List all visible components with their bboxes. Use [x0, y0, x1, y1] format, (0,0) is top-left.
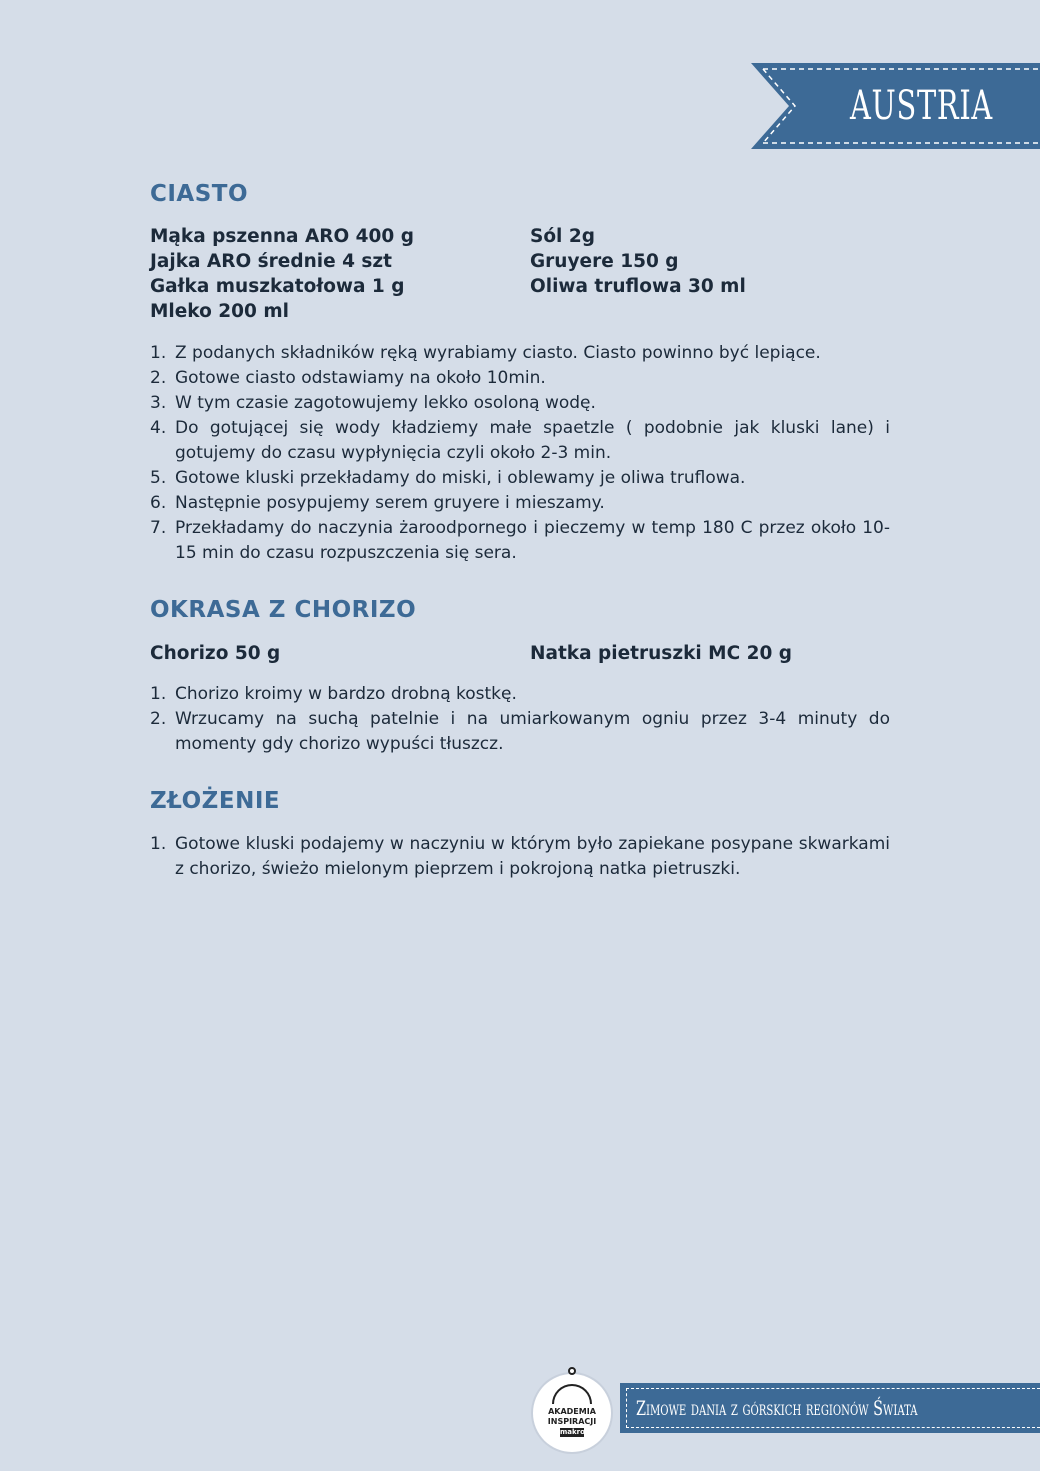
ingredients-column-right — [530, 641, 792, 666]
cloche-knob-icon — [568, 1367, 576, 1375]
ingredients-column-left — [150, 224, 414, 324]
step-item: 5. Gotowe kluski przekładamy do miski, i oblewamy je oliwa truflowa. — [150, 466, 890, 491]
steps-okrasa — [150, 682, 890, 757]
step-item: 6. Następnie posypujemy serem gruyere i mieszamy. — [150, 491, 890, 516]
step-number: 7. — [150, 518, 167, 538]
step-item: 3. W tym czasie zagotowujemy lekko osoloną wodę. — [150, 391, 890, 416]
step-number: 2. — [150, 709, 167, 729]
ingredient-item: Oliwa truflowa 30 ml — [530, 276, 746, 297]
step-item: 7. Przekładamy do naczynia żaroodpornego i pieczemy w temp 180 C przez około 10-15 min do czasu rozpuszczenia się sera. — [150, 518, 890, 563]
country-banner — [751, 63, 1040, 149]
step-number: 4. — [150, 418, 167, 438]
logo-text-line1: AKADEMIA — [548, 1407, 596, 1416]
country-title: AUSTRIA — [850, 83, 993, 129]
step-number: 5. — [150, 468, 167, 488]
steps-ciasto — [150, 341, 890, 566]
footer-tagline: Zimowe dania z górskich regionów Świata — [636, 1396, 918, 1420]
step-item: 4. Do gotującej się wody kładziemy małe spaetzle ( podobnie jak kluski lane) i gotujemy do czasu wypłynięcia czyli około 2-3 min. — [150, 418, 890, 463]
step-number: 1. — [150, 343, 167, 363]
step-number: 2. — [150, 368, 167, 388]
ingredient-item: Chorizo 50 g — [150, 643, 281, 664]
step-item: 2. Wrzucamy na suchą patelnie i na umiarkowanym ogniu przez 3-4 minuty do momenty gdy chorizo wypuści tłuszcz. — [150, 709, 890, 754]
akademia-inspiracji-logo — [533, 1366, 611, 1452]
section-title-okrasa: OKRASA Z CHORIZO — [150, 597, 417, 623]
step-item: 1. Gotowe kluski podajemy w naczyniu w którym było zapiekane posypane skwarkami z chorizo, świeżo mielonym pieprzem i pokrojoną natka pietruszki. — [150, 834, 890, 879]
logo-text-line3: makro — [560, 1428, 585, 1436]
step-number: 3. — [150, 393, 167, 413]
steps-zlozenie — [150, 832, 890, 882]
ingredient-item: Mleko 200 ml — [150, 301, 289, 322]
ingredient-item: Sól 2g — [530, 226, 595, 247]
ingredient-item: Mąka pszenna ARO 400 g — [150, 226, 414, 247]
step-item: 2. Gotowe ciasto odstawiamy na około 10min. — [150, 366, 890, 391]
ingredient-item: Gruyere 150 g — [530, 251, 679, 272]
section-title-ciasto: CIASTO — [150, 181, 249, 207]
ingredients-column-right — [530, 224, 746, 299]
ingredient-item: Jajka ARO średnie 4 szt — [150, 251, 393, 272]
ingredient-item: Natka pietruszki MC 20 g — [530, 643, 793, 664]
ingredient-item: Gałka muszkatołowa 1 g — [150, 276, 405, 297]
ingredients-column-left — [150, 641, 280, 666]
step-number: 1. — [150, 684, 167, 704]
logo-text-line2: INSPIRACJI — [547, 1417, 597, 1426]
step-number: 1. — [150, 834, 167, 854]
step-item: 1. Chorizo kroimy w bardzo drobną kostkę. — [150, 682, 890, 707]
step-item: 1. Z podanych składników ręką wyrabiamy ciasto. Ciasto powinno być lepiące. — [150, 341, 890, 366]
step-number: 6. — [150, 493, 167, 513]
section-title-zlozenie: ZŁOŻENIE — [150, 788, 281, 814]
